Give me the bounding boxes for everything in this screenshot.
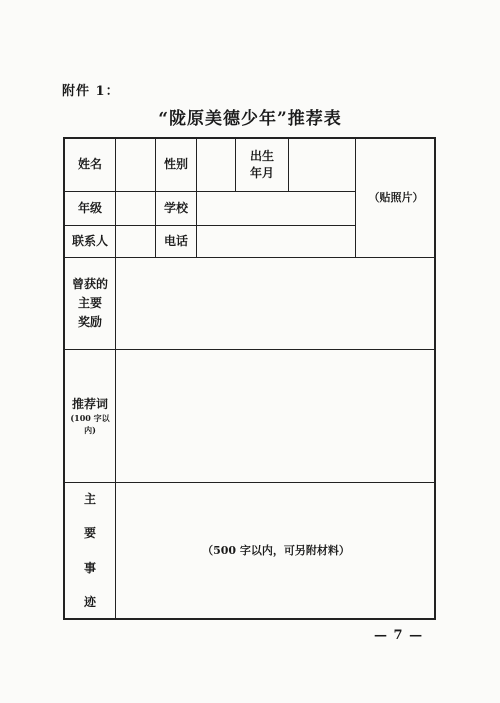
grade-label: 年级 xyxy=(77,200,102,215)
attachment-label: 附件 1： xyxy=(62,84,120,99)
school-field[interactable] xyxy=(197,192,355,225)
school-label: 学校 xyxy=(163,200,188,215)
awards-label-line-3: 奖励 xyxy=(77,315,102,330)
recommendation-field[interactable] xyxy=(116,350,436,482)
awards-label-line-2: 主要 xyxy=(77,295,102,310)
deeds-field[interactable] xyxy=(116,483,436,618)
photo-box[interactable]: （贴照片） xyxy=(368,191,424,205)
phone-field[interactable] xyxy=(197,226,355,257)
phone-label: 电话 xyxy=(163,233,188,248)
deeds-label-char-3: 事 xyxy=(83,560,96,575)
grade-field[interactable] xyxy=(116,192,155,225)
deeds-label-char-2: 要 xyxy=(83,526,96,541)
gender-label: 性别 xyxy=(163,157,188,172)
deeds-label xyxy=(65,483,115,618)
deeds-label-char-1: 主 xyxy=(83,492,96,507)
birth-field[interactable] xyxy=(289,139,355,191)
name-label: 姓名 xyxy=(77,157,102,172)
gender-field[interactable] xyxy=(197,139,235,191)
recommendation-form-table xyxy=(63,137,436,620)
contact-label: 联系人 xyxy=(71,233,108,248)
awards-label xyxy=(65,258,115,349)
recommendation-title: 推荐词 xyxy=(71,396,108,411)
birth-label-line-2: 年月 xyxy=(249,166,274,180)
deeds-label-char-4: 迹 xyxy=(83,594,96,609)
page-number: — 7 — xyxy=(374,628,424,643)
form-title: “陇原美德少年”推荐表 xyxy=(158,109,342,129)
birth-label xyxy=(236,139,288,191)
name-field[interactable] xyxy=(116,139,155,191)
birth-label-line-1: 出生 xyxy=(249,148,274,163)
recommendation-label xyxy=(65,350,115,482)
awards-field[interactable] xyxy=(116,258,436,349)
contact-field[interactable] xyxy=(116,226,155,257)
awards-label-line-1: 曾获的 xyxy=(71,276,108,291)
deeds-note: （500 字以内，可另附材料） xyxy=(202,543,350,557)
recommendation-limit-note: (100 字以内) xyxy=(70,413,110,435)
